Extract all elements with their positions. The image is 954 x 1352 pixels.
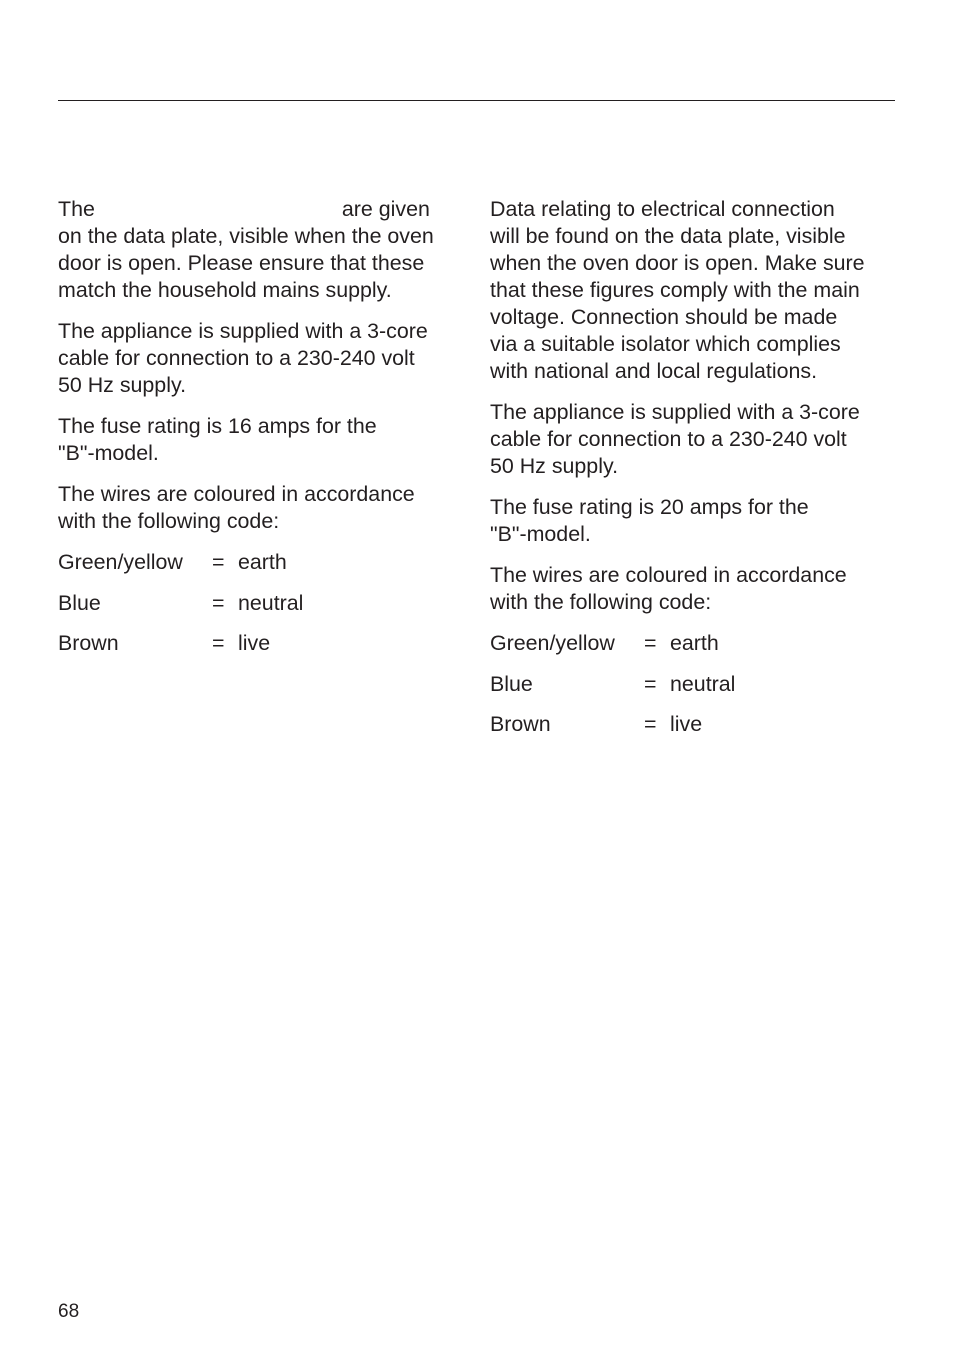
wire-colour: Green/yellow [490, 631, 615, 655]
left-wire-code-table [58, 549, 468, 657]
left-cable-paragraph [58, 318, 468, 399]
right-cable-line: 50 Hz supply. [490, 454, 619, 478]
right-data-line: when the oven door is open. Make sure [490, 251, 865, 275]
left-intro-paragraph [58, 196, 468, 304]
wire-equals: = [644, 712, 657, 736]
left-intro-line: on the data plate, visible when the oven [58, 224, 434, 248]
wire-code-row [490, 711, 900, 738]
wire-function: earth [670, 631, 719, 655]
right-data-line: that these figures comply with the main [490, 278, 860, 302]
left-wires-line: with the following code: [58, 509, 280, 533]
right-column [490, 196, 900, 752]
wire-equals: = [212, 631, 225, 655]
right-fuse-line: "B"-model. [490, 522, 591, 546]
left-cable-line: 50 Hz supply. [58, 373, 187, 397]
wire-code-row [490, 671, 900, 698]
wire-code-row [490, 630, 900, 657]
wire-function: neutral [238, 590, 304, 615]
right-data-line: voltage. Connection should be made [490, 305, 838, 329]
right-cable-paragraph [490, 399, 900, 480]
left-fuse-line: The fuse rating is 16 amps for the [58, 414, 377, 438]
wire-equals: = [644, 671, 657, 696]
wire-function: earth [238, 550, 287, 574]
right-wires-paragraph [490, 562, 900, 616]
wire-colour: Blue [490, 671, 533, 696]
left-fuse-paragraph [58, 413, 468, 467]
wire-function: live [238, 631, 271, 655]
left-intro-line [58, 196, 468, 223]
wire-colour: Brown [58, 631, 119, 655]
right-data-line: will be found on the data plate, visible [490, 224, 846, 248]
left-wires-line: The wires are coloured in accordance [58, 482, 415, 506]
right-cable-line: The appliance is supplied with a 3-core [490, 400, 860, 424]
right-data-line: Data relating to electrical connection [490, 197, 835, 221]
left-intro-end: are given [341, 197, 430, 221]
wire-function: neutral [670, 671, 736, 696]
header-rule [58, 100, 895, 101]
wire-equals: = [212, 590, 225, 615]
right-wire-code-table [490, 630, 900, 738]
right-wires-line: with the following code: [490, 590, 712, 614]
right-fuse-paragraph [490, 494, 900, 548]
left-fuse-line: "B"-model. [58, 441, 159, 465]
left-column [58, 196, 468, 671]
right-wires-line: The wires are coloured in accordance [490, 563, 847, 587]
left-intro-start: The [58, 197, 95, 221]
right-fuse-line: The fuse rating is 20 amps for the [490, 495, 809, 519]
wire-equals: = [212, 550, 225, 574]
wire-colour: Green/yellow [58, 550, 183, 574]
wire-code-row [58, 630, 468, 657]
page-number: 68 [58, 1301, 80, 1322]
left-cable-line: The appliance is supplied with a 3-core [58, 319, 428, 343]
left-intro-line: match the household mains supply. [58, 278, 392, 302]
right-data-line: with national and local regulations. [490, 359, 818, 383]
left-wires-paragraph [58, 481, 468, 535]
left-cable-line: cable for connection to a 230-240 volt [58, 346, 415, 370]
right-data-line: via a suitable isolator which complies [490, 332, 841, 356]
right-data-paragraph [490, 196, 900, 385]
left-intro-line: door is open. Please ensure that these [58, 251, 425, 275]
wire-function: live [670, 712, 703, 736]
wire-code-row [58, 549, 468, 576]
right-cable-line: cable for connection to a 230-240 volt [490, 427, 847, 451]
wire-colour: Blue [58, 590, 101, 615]
wire-code-row [58, 590, 468, 617]
wire-colour: Brown [490, 712, 551, 736]
wire-equals: = [644, 631, 657, 655]
